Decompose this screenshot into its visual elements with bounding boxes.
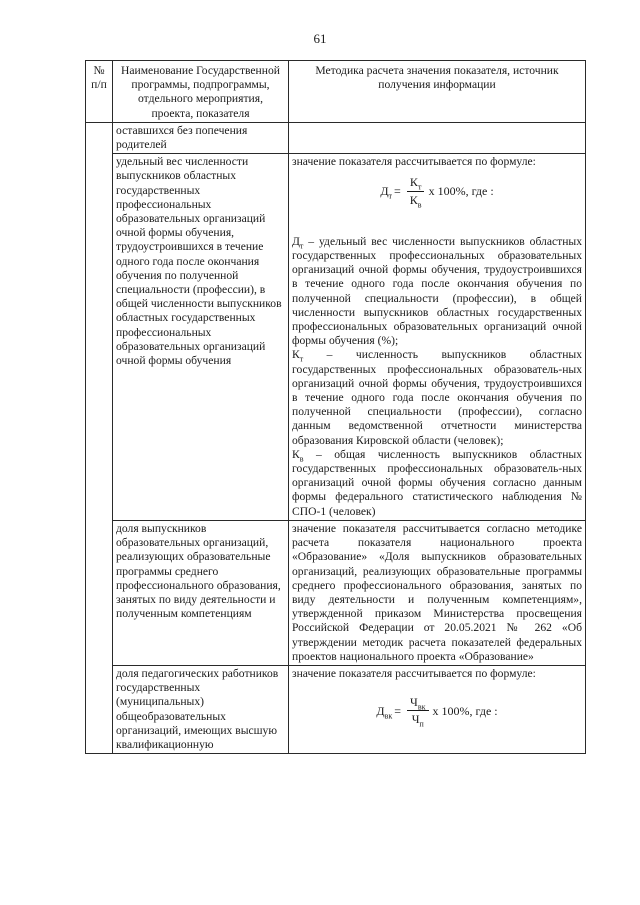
definition-kv: $К_в$ – общая численность выпускников областных государственных профессиональных образователь-ных организаций очной формы обучения согласно данным формы федерального статистического наблюдения № СПО-1 (человек) [292,447,582,518]
method-cell: значение показателя рассчитывается согласно методике расчета показателя национального проекта «Образование» «Доля выпускников образовательных организаций, реализующих образовательные программы среднего профессионального образования, занятых по виду деятельности и полученным компетенциям», утвержденной приказом Министерства просвещения Российской Федерации от 20.05.2021 № 262 «Об утверждении методик расчета показателей федеральных проектов национального проекта «Образование» [289,520,586,665]
formula-intro: значение показателя рассчитывается по формуле: [292,666,536,680]
header-name: Наименование Государственной программы, подпрограммы, отдельного мероприятия, проекта, показателя [113,61,289,123]
indicator-name: доля выпускников образовательных организаций, реализующих образовательные программы среднего профессионального образования, занятых по виду деятельности и полученным компетенциям [113,520,289,665]
method-cell [289,665,586,753]
table-header-row [86,61,586,123]
header-number: № п/п [86,61,113,123]
formula-lhs: $Д_{вк}$ [376,703,393,721]
definition-kt: $К_т$ – численность выпускников областных государственных профессиональных образователь-ных организаций очной формы обучения, трудоустроившихся в течение одного года после окончания обучения по полученной специальности (профессии), согласно данным ведомственной отчетности министерства образования Кировской области (человек); [292,348,582,447]
method-cell [289,154,586,521]
formula-lhs: $Д_т$ [380,184,392,201]
formula-fraction: $\frac{Ч_{вк}}{Ч_п}$ [407,695,428,726]
table-row [86,154,586,521]
table-row [86,520,586,665]
formula: $Д_т$ = $\frac{К_т}{К_в}$ x 100%, где : [380,175,494,210]
indicator-name: доля педагогических работников государственных (муниципальных) общеобразовательных организаций, имеющих высшую квалификационную [113,665,289,753]
document-table [85,60,586,754]
row-number-cell [86,122,113,753]
formula: $Д_{вк}$ = $\frac{Ч_{вк}}{Ч_п}$ x 100%, где : [376,695,498,729]
formula-tail: x 100%, где : [432,703,498,718]
indicator-name: оставшихся без попечения родителей [113,122,289,153]
formula-fraction: $\frac{К_т}{К_в}$ [407,175,425,206]
page-number: 61 [313,31,327,46]
table-row [86,665,586,753]
definition-dt: $Д_т$ – удельный вес численности выпускников областных государственных профессиональных образовательных организаций очной формы обучения, трудоустроившихся в течение одного года после окончания обучения по полученной специальности (профессии), в общей численности выпускников областных государственных профессиональных образовательных организаций очной формы обучения (%); [292,234,582,348]
header-method: Методика расчета значения показателя, источник получения информации [289,61,586,123]
method-cell [289,122,586,153]
formula-intro: значение показателя рассчитывается по формуле: [292,155,536,169]
indicator-name: удельный вес численности выпускников областных государственных профессиональных образовательных организаций очной формы обучения, трудоустроившихся в течение одного года после окончания обучения по полученной специальности (профессии), в общей численности выпускников областных государственных профессиональных образовательных организаций очной формы обучения [113,154,289,521]
table-row [86,122,586,153]
formula-tail: x 100%, где : [428,184,494,199]
